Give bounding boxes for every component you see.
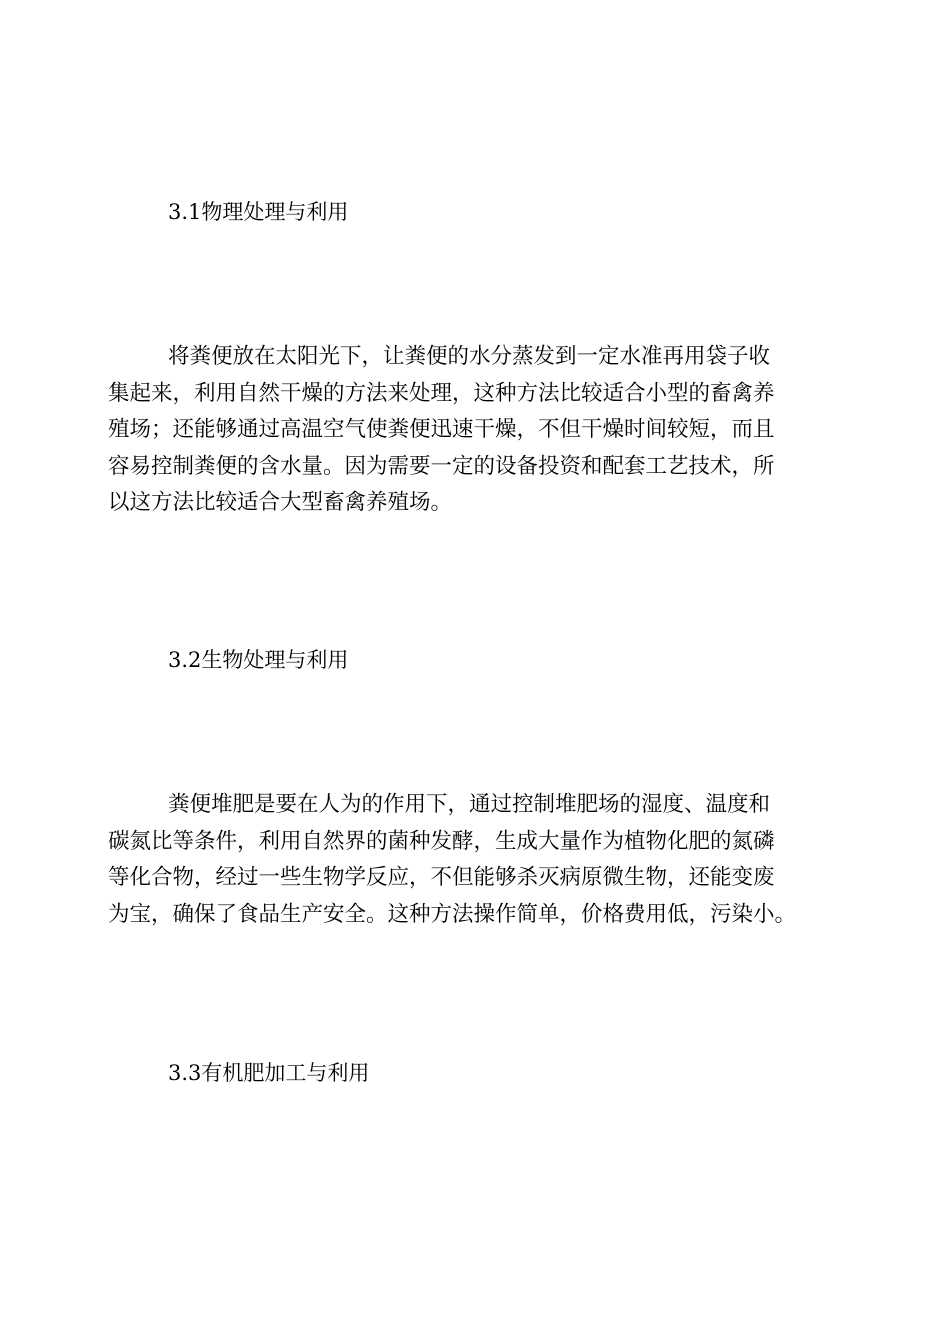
paragraph-line: 为宝，确保了食品生产安全。这种方法操作简单，价格费用低，污染小。	[108, 901, 797, 927]
paragraph-line: 集起来，利用自然干燥的方法来处理，这种方法比较适合小型的畜禽养	[108, 380, 775, 406]
section-paragraph-3-1	[108, 339, 853, 522]
section-heading-3-1: 3.1物理处理与利用	[168, 200, 349, 224]
paragraph-line: 容易控制粪便的含水量。因为需要一定的设备投资和配套工艺技术，所	[108, 453, 775, 479]
paragraph-line: 以这方法比较适合大型畜禽养殖场。	[108, 490, 453, 515]
paragraph-line: 碳氮比等条件，利用自然界的菌种发酵，生成大量作为植物化肥的氮磷	[108, 828, 775, 854]
paragraph-line: 殖场；还能够通过高温空气使粪便迅速干燥，不但干燥时间较短，而且	[108, 417, 775, 442]
section-heading-3-3: 3.3有机肥加工与利用	[168, 1061, 370, 1085]
section-heading-3-2: 3.2生物处理与利用	[168, 648, 349, 672]
paragraph-line: 将粪便放在太阳光下，让粪便的水分蒸发到一定水准再用袋子收	[168, 344, 771, 369]
paragraph-line: 粪便堆肥是要在人为的作用下，通过控制堆肥场的湿度、温度和	[168, 792, 771, 817]
paragraph-line: 等化合物，经过一些生物学反应，不但能够杀灭病原微生物，还能变废	[108, 865, 775, 890]
section-paragraph-3-2	[108, 787, 853, 933]
